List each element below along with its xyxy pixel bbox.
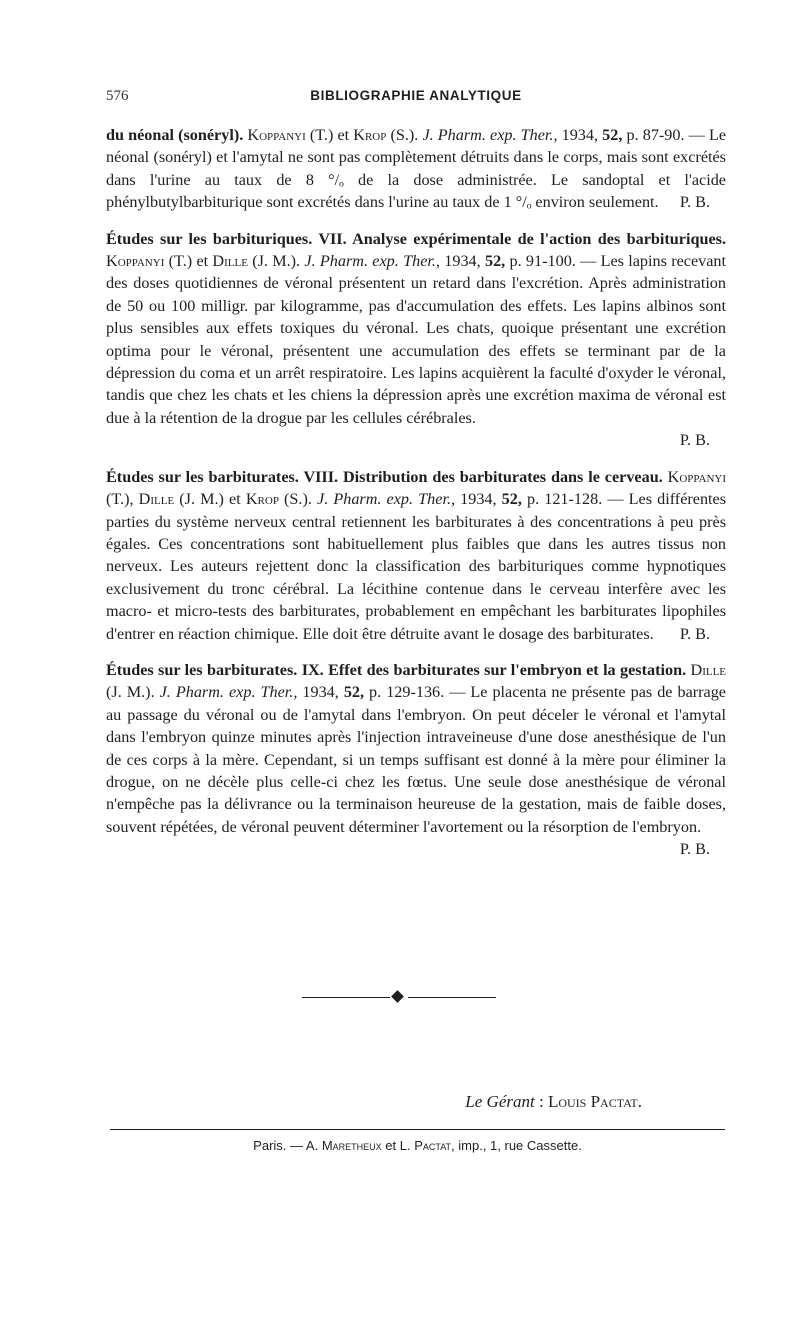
ornament-rule-right [408, 997, 496, 998]
section-ornament [302, 991, 496, 1003]
page-range: p. 121-128. — [521, 490, 629, 509]
abstract-text: Le néonal (sonéryl) et l'amytal ne sont pas complètement détruits dans le corps, mais sont excrétés dans l'urine au taux de 8 °/ₒ de la dose administrée. Le sandoptal et l'acide phénylbutylbarbiturique sont excrétés dans l'urine au taux de 1 °/ₒ environ seulement. [106, 126, 727, 212]
publication-year: 1934, [297, 683, 344, 702]
gerant-name: Louis Pactat. [547, 1092, 642, 1111]
author-name: Koppanyi [667, 467, 727, 486]
publication-year: 1934, [557, 126, 603, 144]
author-initials: (T.), [106, 490, 139, 509]
bibliography-entry [106, 228, 726, 452]
volume-number: 52, [501, 490, 522, 509]
entry-title: Études sur les barbiturates. VIII. Distribution des barbiturates dans le cerveau. [106, 467, 663, 486]
volume-number: 52, [602, 126, 623, 144]
reviewer-signature: P. B. [679, 431, 710, 450]
volume-number: 52, [343, 683, 365, 702]
author-name: Krop [353, 126, 387, 144]
page-number: 576 [106, 88, 129, 104]
bibliography-entry [106, 124, 726, 214]
author-initials: (T.) et [305, 126, 354, 144]
journal-name: J. Pharm. exp. Ther., [422, 126, 558, 144]
volume-number: 52, [484, 252, 506, 271]
printer-middle: et L. [381, 1138, 415, 1153]
gerant-line [400, 1092, 642, 1112]
page-range: p. 91-100. — [505, 252, 601, 271]
journal-name: J. Pharm. exp. Ther., [159, 683, 298, 702]
author-initials: (J. M.) et [174, 490, 246, 509]
author-name: Dille [212, 252, 248, 271]
printer-prefix: Paris. — A. [253, 1138, 322, 1153]
abstract-text: Le placenta ne présente pas de barrage au passage du véronal ou de l'amytal dans l'embryon. On peut déceler le véronal et l'amytal dans l'embryon quinze minutes après l'injection intraveineuse d'une dose anesthésique de l'un de ces corps à la mère. Cependant, si un temps suffisant est donné à la mère pour éliminer la drogue, on ne décèle plus celle-ci chez les fœtus. Une seule dose anesthésique de véronal n'empêche pas la délivrance ou la terminaison heureuse de la gestation, mais de faible doses, souvent répétées, de véronal peuvent déterminer l'avortement ou la résorption de l'embryon. [106, 683, 726, 836]
reviewer-signature-line [106, 429, 726, 451]
footer-rule [110, 1129, 725, 1130]
reviewer-signature: P. B. [679, 840, 710, 859]
running-head-title: BIBLIOGRAPHIE ANALYTIQUE [310, 88, 522, 103]
entry-title: du néonal (sonéryl). [106, 126, 244, 144]
abstract-text: Les lapins recevant des doses quotidiennes de véronal présentent un retard dans l'excrétion. Après administration de 50 ou 100 milligr. par kilogramme, pas d'accumulation des effets. Les lapins albinos sont plus sensibles aux effets toxiques du véronal. Les chats, quoique présentant une excrétion optima pour le véronal, présentent une accumulation des effets se terminant par de la dépression du coma et un arrêt respiratoire. Les lapins acquièrent la faculté d'oxyder le véronal, tandis que chez les chats et les chiens la dépression après une excrétion maxima de véronal est due à la rétention de la drogue par les cellules cérébrales. [106, 252, 727, 427]
printer-name: Pactat [414, 1138, 452, 1153]
publication-year: 1934, [439, 252, 485, 271]
diamond-icon [391, 990, 404, 1003]
journal-name: J. Pharm. exp. Ther., [304, 252, 440, 271]
author-initials: (J. M.). [106, 683, 160, 702]
journal-name: J. Pharm. exp. Ther., [317, 490, 456, 509]
entry-title: Études sur les barbiturates. IX. Effet des barbiturates sur l'embryon et la gestation. [106, 660, 687, 679]
author-initials: (J. M.). [247, 252, 305, 271]
page-range: p. 87-90. — [622, 126, 709, 144]
author-initials: (S.). [386, 126, 423, 144]
author-name: Dille [690, 660, 727, 679]
author-name: Dille [138, 490, 175, 509]
printer-name: Maretheux [321, 1138, 382, 1153]
gerant-separator: : [534, 1092, 548, 1111]
gerant-label: Le Gérant [465, 1092, 535, 1111]
ornament-rule-left [302, 997, 390, 998]
author-name: Krop [245, 490, 279, 509]
reviewer-signature: P. B. [679, 193, 710, 212]
printer-imprint [110, 1138, 725, 1153]
author-name: Koppanyi [247, 126, 306, 144]
author-initials: (S.). [278, 490, 318, 509]
bibliography-entry [106, 659, 727, 859]
author-name: Koppanyi [106, 252, 165, 271]
page-body [106, 88, 726, 861]
author-initials: (T.) et [164, 252, 213, 271]
abstract-text: Les différentes parties du système nerveux central retiennent les barbiturates à des concentrations à peu près égales. Ces concentrations sont habituellement plus faibles que dans les autres tissus non nerveux. Les auteurs rejettent donc la classification des barbituriques comme hypnotiques exclusivement du tronc cérébral. La lécithine contenue dans le cerveau interfère avec les macro- et micro-tests des barbiturates, probablement en empêchant les barbiturates lipophiles d'entrer en réaction chimique. Elle doit être détruite avant le dosage des barbiturates. [106, 490, 727, 643]
bibliography-entry [106, 466, 726, 645]
entry-title: Études sur les barbituriques. VII. Analyse expérimentale de l'action des barbituriques. [106, 229, 726, 248]
publication-year: 1934, [455, 490, 502, 509]
page-range: p. 129-136. — [364, 683, 471, 702]
printer-suffix: , imp., 1, rue Cassette. [451, 1138, 582, 1153]
running-head [106, 88, 726, 118]
reviewer-signature: P. B. [679, 624, 710, 643]
